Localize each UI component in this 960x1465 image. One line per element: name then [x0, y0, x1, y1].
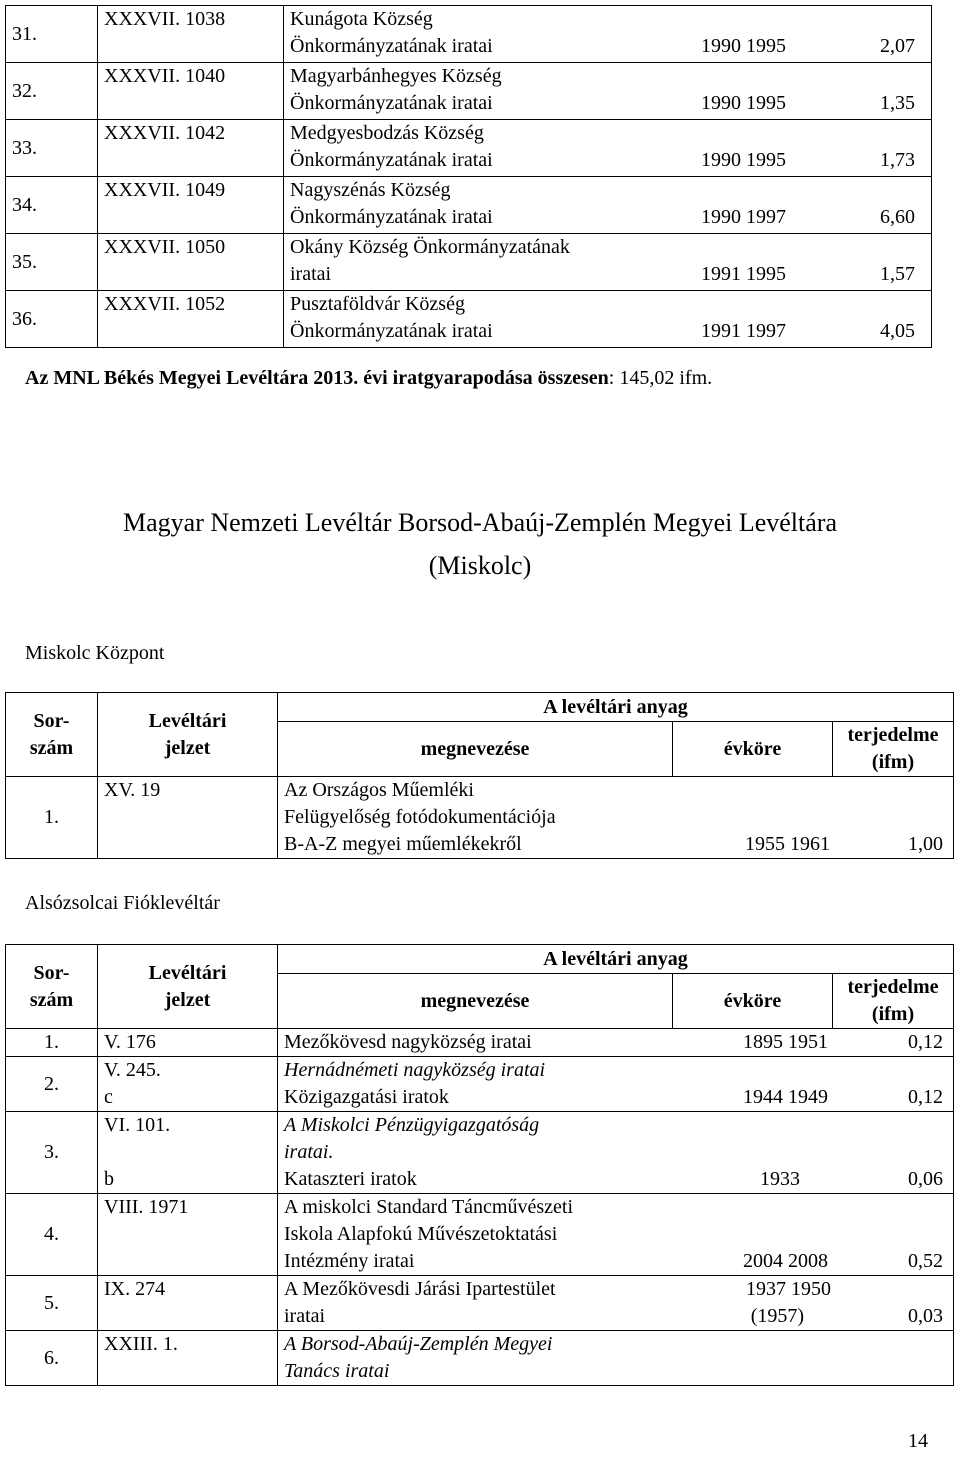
- summary-value: : 145,02 ifm.: [608, 367, 713, 389]
- row-description: Magyarbánhegyes Község Önkormányzatának iratai 1990 1995 1,35: [284, 63, 932, 120]
- row-number: 4.: [6, 1194, 98, 1276]
- table-row: [6, 120, 932, 177]
- row-code: XXXVII. 1050: [98, 234, 284, 291]
- row-number: 32.: [6, 63, 98, 120]
- row-years: 1990 1995: [701, 149, 786, 171]
- row-size: 1,73: [880, 149, 915, 171]
- row-code: VIII. 1971: [98, 1194, 278, 1276]
- table-row: [6, 1194, 954, 1276]
- table-row: [6, 1331, 954, 1386]
- row-size: 1,35: [880, 92, 915, 114]
- alsozsolca-records-table: [5, 944, 954, 1386]
- row-description: A Borsod-Abaúj-Zemplén Megyei Tanács iratai: [278, 1331, 954, 1386]
- row-size: 0,52: [908, 1250, 944, 1272]
- table-row: [6, 1057, 954, 1112]
- row-size: 4,05: [880, 320, 915, 342]
- row-description: Medgyesbodzás Község Önkormányzatának iratai 1990 1995 1,73: [284, 120, 932, 177]
- archive-title-line1: Magyar Nemzeti Levéltár Borsod-Abaúj-Zemplén Megyei Levéltára: [123, 508, 837, 537]
- row-description: A Mezőkövesdi Járási Ipartestület 1937 1950 iratai (1957) 0,03: [278, 1276, 954, 1331]
- top-records-table: [5, 5, 932, 348]
- row-code: XXXVII. 1049: [98, 177, 284, 234]
- row-years-end: (1957): [750, 1305, 805, 1327]
- page-number: 14: [908, 1430, 928, 1452]
- header-anyag: A levéltári anyag: [278, 693, 954, 722]
- header-sorszam: Sor- szám: [6, 945, 98, 1029]
- row-years: 1990 1995: [701, 92, 786, 114]
- header-evkore: évköre: [673, 974, 833, 1029]
- row-number: 34.: [6, 177, 98, 234]
- row-number: 33.: [6, 120, 98, 177]
- row-code: XXXVII. 1040: [98, 63, 284, 120]
- header-jelzet: Levéltári jelzet: [98, 945, 278, 1029]
- row-code: XXXVII. 1052: [98, 291, 284, 348]
- section-heading-miskolc: Miskolc Központ: [25, 642, 165, 664]
- row-code: V. 245. c: [98, 1057, 278, 1112]
- row-number: 36.: [6, 291, 98, 348]
- header-row: [6, 693, 954, 722]
- row-number: 2.: [6, 1057, 98, 1112]
- row-size: 6,60: [880, 206, 915, 228]
- row-description: Hernádnémeti nagyközség iratai Közigazgatási iratok 1944 1949 0,12: [278, 1057, 954, 1112]
- row-description: A Miskolci Pénzügyigazgatóság iratai. Kataszteri iratok 1933 0,06: [278, 1112, 954, 1194]
- row-code: IX. 274: [98, 1276, 278, 1331]
- miskolc-records-table: [5, 692, 954, 859]
- row-description: Okány Község Önkormányzatának iratai 1991 1995 1,57: [284, 234, 932, 291]
- row-size: 1,00: [908, 833, 944, 855]
- row-number: 35.: [6, 234, 98, 291]
- row-code: XXIII. 1.: [98, 1331, 278, 1386]
- table-row: [6, 1276, 954, 1331]
- row-years: 1933: [760, 1168, 801, 1190]
- row-description: Mezőkövesd nagyközség iratai 1895 1951 0,12: [278, 1029, 954, 1057]
- row-size: 1,57: [880, 263, 915, 285]
- row-number: 3.: [6, 1112, 98, 1194]
- table-row: [6, 177, 932, 234]
- row-code: VI. 101. b: [98, 1112, 278, 1194]
- row-description: Nagyszénás Község Önkormányzatának iratai 1990 1997 6,60: [284, 177, 932, 234]
- table-row: [6, 234, 932, 291]
- row-code: V. 176: [98, 1029, 278, 1057]
- row-years-start: 1937 1950: [746, 1278, 832, 1300]
- row-size: 0,12: [908, 1031, 944, 1053]
- yearly-summary: [25, 365, 712, 392]
- row-number: 1.: [6, 1029, 98, 1057]
- row-size: 0,06: [908, 1168, 944, 1190]
- row-description: Kunágota Község Önkormányzatának iratai 1990 1995 2,07: [284, 6, 932, 63]
- row-code: XV. 19: [98, 777, 278, 859]
- header-terjedelme: terjedelme (ifm): [833, 974, 954, 1029]
- row-description: Pusztaföldvár Község Önkormányzatának iratai 1991 1997 4,05: [284, 291, 932, 348]
- row-size: 0,12: [908, 1086, 944, 1108]
- header-row: [6, 945, 954, 974]
- row-years: 1991 1995: [701, 263, 786, 285]
- row-description: A miskolci Standard Táncművészeti Iskola Alapfokú Művészetoktatási Intézmény iratai 2004 2008 0,52: [278, 1194, 954, 1276]
- table-row: [6, 777, 954, 859]
- header-sorszam: Sor- szám: [6, 693, 98, 777]
- row-description: Az Országos Műemléki Felügyelőség fotódokumentációja B-A-Z megyei műemlékekről 1955 1961 1,00: [278, 777, 954, 859]
- row-size: 2,07: [880, 35, 915, 57]
- section-heading-alsozsolca: Alsózsolcai Fióklevéltár: [25, 892, 220, 914]
- header-megnevezese: megnevezése: [278, 974, 673, 1029]
- table-row: [6, 6, 932, 63]
- header-jelzet: Levéltári jelzet: [98, 693, 278, 777]
- header-megnevezese: megnevezése: [278, 722, 673, 777]
- table-row: [6, 291, 932, 348]
- row-number: 1.: [6, 777, 98, 859]
- archive-title-line2: (Miskolc): [428, 551, 532, 580]
- header-evkore: évköre: [673, 722, 833, 777]
- summary-label: Az MNL Békés Megyei Levéltára 2013. évi iratgyarapodása összesen: [25, 367, 609, 389]
- table-row: [6, 1029, 954, 1057]
- row-years: 1991 1997: [701, 320, 786, 342]
- table-row: [6, 1112, 954, 1194]
- row-years: 1990 1997: [701, 206, 786, 228]
- row-years: 1990 1995: [701, 35, 786, 57]
- row-code: XXXVII. 1038: [98, 6, 284, 63]
- row-size: 0,03: [908, 1305, 944, 1327]
- table-row: [6, 63, 932, 120]
- row-years: 1944 1949: [743, 1086, 829, 1108]
- row-number: 6.: [6, 1331, 98, 1386]
- row-years: 2004 2008: [743, 1250, 829, 1272]
- row-code: XXXVII. 1042: [98, 120, 284, 177]
- header-anyag: A levéltári anyag: [278, 945, 954, 974]
- row-number: 31.: [6, 6, 98, 63]
- row-years: 1955 1961: [745, 833, 831, 855]
- row-years: 1895 1951: [743, 1031, 829, 1053]
- header-terjedelme: terjedelme (ifm): [833, 722, 954, 777]
- row-number: 5.: [6, 1276, 98, 1331]
